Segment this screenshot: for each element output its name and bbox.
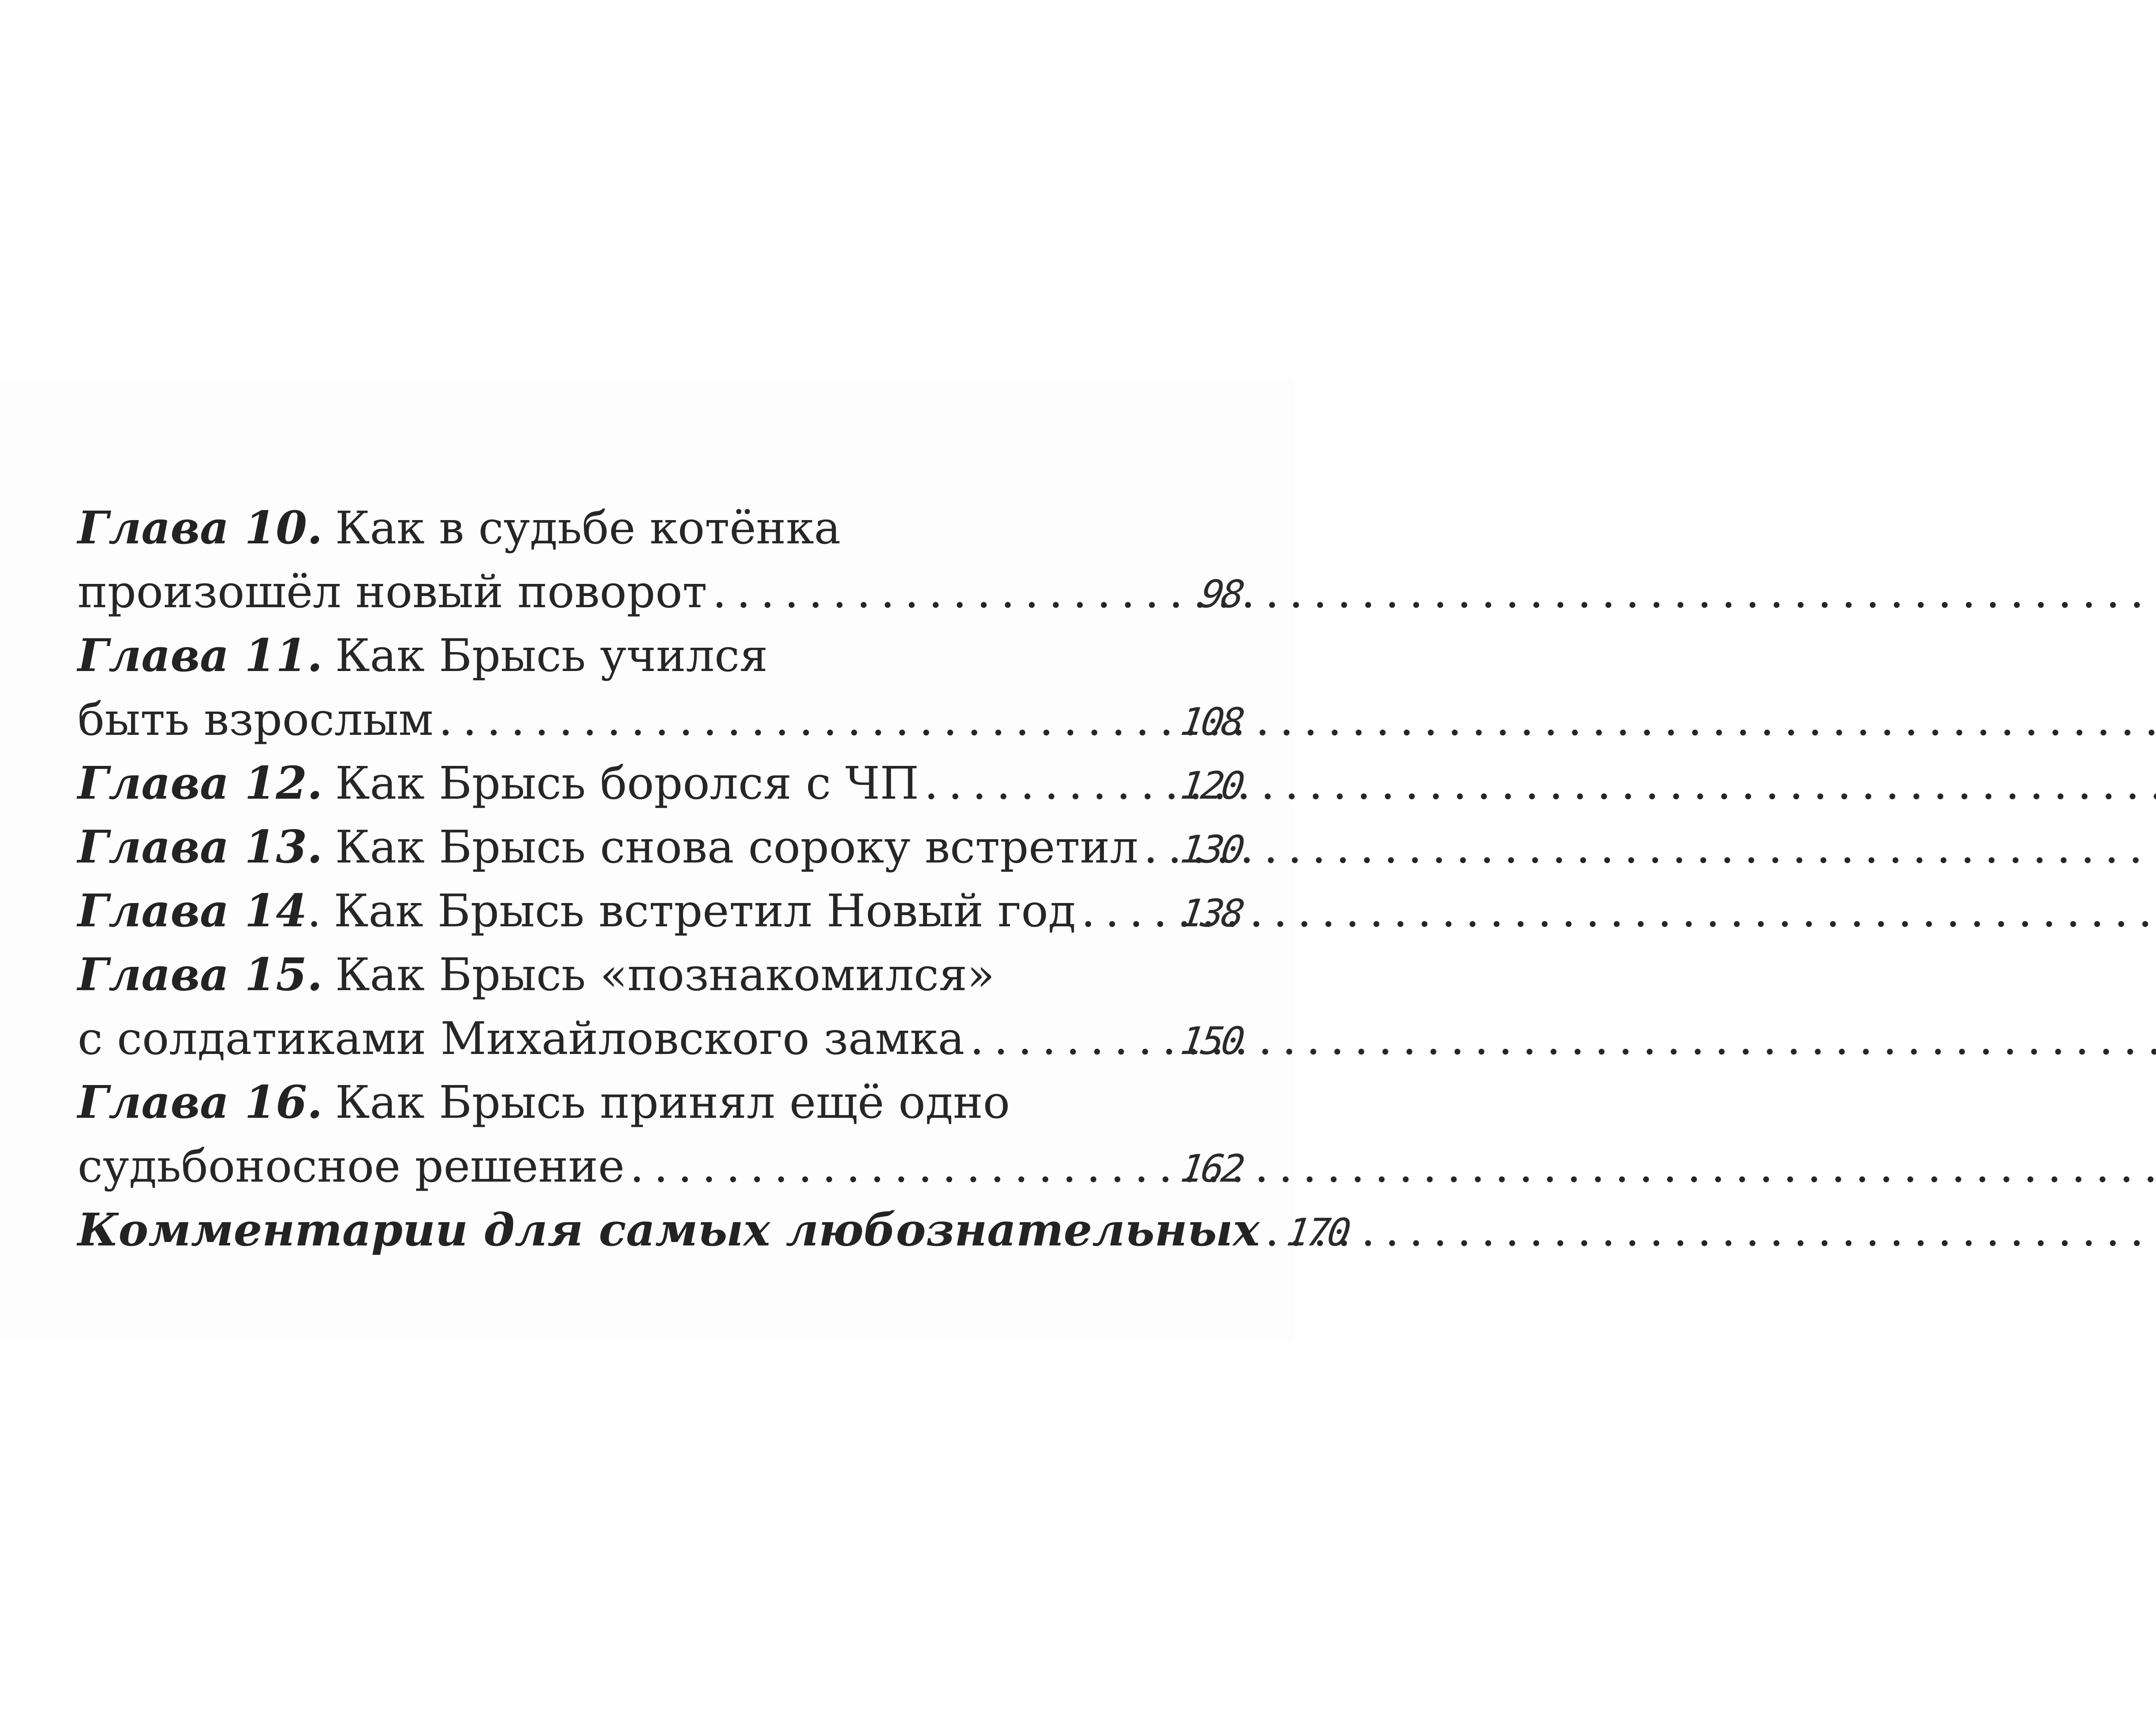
dot-leader — [1081, 879, 1176, 943]
chapter-punct: . — [307, 884, 321, 937]
dot-leader — [1265, 1198, 1282, 1262]
chapter-title-continued: с солдатиками Михайловского замка — [78, 1012, 965, 1065]
chapter-title-continued: произошёл новый поворот — [78, 565, 707, 618]
dot-leader — [1144, 815, 1176, 879]
page-number: 98 — [1198, 572, 1245, 616]
page-number: 108 — [1178, 699, 1245, 744]
chapter-title-continued: судьбоносное решение — [78, 1140, 625, 1192]
chapter-title: Как Брысь снова сороку встретил — [335, 821, 1138, 873]
chapter-title: Как Брысь боролся с ЧП — [335, 757, 919, 809]
dot-leader — [439, 687, 1176, 751]
toc-entry-10-line-1 — [78, 496, 1242, 560]
chapter-title: Как Брысь «познакомился» — [335, 948, 995, 1001]
toc-entry-10-line-2 — [78, 560, 1245, 624]
chapter-title: Как Брысь встретил Новый год — [334, 884, 1076, 937]
comments-title: Комментарии для самых любознательных — [78, 1203, 1260, 1256]
chapter-label: Глава 14 — [78, 884, 307, 937]
page-number: 130 — [1178, 827, 1245, 872]
chapter-label: Глава 10. — [78, 501, 323, 554]
chapter-label: Глава 16. — [78, 1076, 323, 1129]
chapter-title: Как Брысь принял ещё одно — [335, 1076, 1010, 1129]
table-of-contents — [78, 496, 1351, 1262]
chapter-label: Глава 11. — [78, 629, 323, 682]
toc-entry-11-line-2 — [78, 687, 1245, 751]
chapter-title: Как Брысь учился — [335, 629, 768, 682]
dot-leader — [970, 1007, 1176, 1070]
toc-entry-12 — [78, 751, 1245, 815]
page-number: 138 — [1178, 891, 1245, 935]
chapter-label: Глава 15. — [78, 948, 323, 1001]
toc-entry-16-line-1 — [78, 1070, 1242, 1134]
chapter-title-continued: быть взрослым — [78, 693, 434, 746]
dot-leader — [630, 1134, 1176, 1198]
page-number: 162 — [1178, 1146, 1245, 1191]
toc-entry-comments — [78, 1198, 1351, 1262]
toc-entry-15-line-1 — [78, 943, 1242, 1007]
dot-leader — [712, 560, 1196, 624]
toc-entry-14 — [78, 879, 1245, 943]
dot-leader — [924, 751, 1176, 815]
toc-entry-13 — [78, 815, 1245, 879]
page-number: 150 — [1178, 1019, 1245, 1063]
toc-entry-16-line-2 — [78, 1134, 1245, 1198]
toc-entry-11-line-1 — [78, 624, 1242, 687]
page-number: 170 — [1284, 1210, 1351, 1255]
toc-entry-15-line-2 — [78, 1007, 1245, 1070]
chapter-title: Как в судьбе котёнка — [335, 502, 841, 554]
page-number: 120 — [1178, 763, 1245, 808]
chapter-label: Глава 12. — [78, 756, 323, 809]
chapter-label: Глава 13. — [78, 820, 323, 873]
